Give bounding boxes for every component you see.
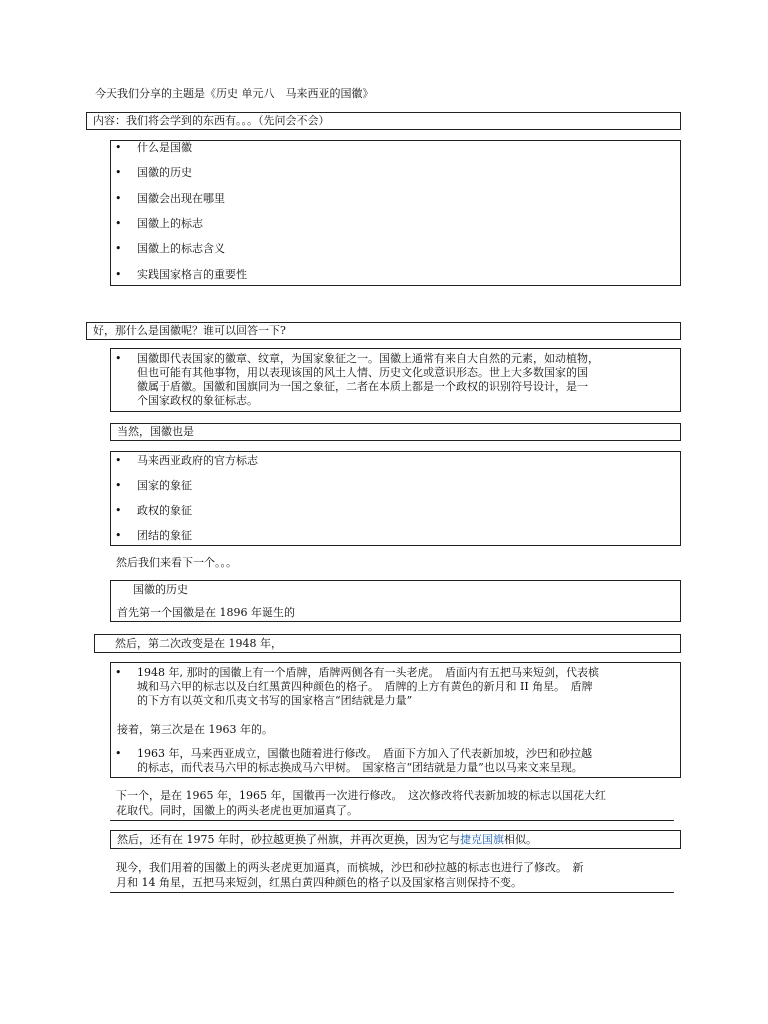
page-title: 今天我们分享的主题是《历史 单元八 马来西亚的国徽》 — [95, 87, 374, 100]
history-heading: 国徽的历史 — [133, 583, 188, 596]
text-line: • 1963 年，马来西亚成立，国徽也随着进行修改。 盾面下方加入了代表新加坡，沙巴和砂拉越 — [137, 747, 592, 760]
text-line: 月和 14 角星，五把马来短剑，红黑白黄四种颜色的格子以及国家格言则保持不变。 — [116, 875, 522, 889]
list-item: • 什么是国徽 — [111, 141, 192, 155]
also-list-box — [110, 451, 681, 546]
question-box — [86, 322, 681, 340]
list-item: • 国徽的历史 — [111, 166, 192, 180]
definition-line: 个国家政权的象征标志。 — [137, 394, 258, 407]
paragraph-now — [116, 861, 584, 890]
text-line: • 1948 年, 那时的国徽上有一个盾牌，盾牌两侧各有一头老虎。 盾面内有五把马来短剑，代表槟 — [137, 666, 599, 679]
list-item-1963 — [111, 747, 680, 775]
contents-list-box — [110, 140, 681, 286]
change-1975-text — [117, 833, 537, 847]
intro-box — [86, 112, 681, 130]
list-item: • 国徽上的标志 — [111, 217, 203, 231]
divider — [110, 820, 674, 821]
question-text: 好，那什么是国徽呢？谁可以回答一下? — [93, 324, 286, 337]
text-line: 现今，我们用着的国徽上的两头老虎更加逼真，而槟城，沙巴和砂拉越的标志也进行了修改。 新 — [116, 861, 584, 874]
definition-list — [111, 352, 680, 408]
czech-flag-link[interactable]: 捷克国旗 — [460, 833, 504, 846]
definition-line: • 国徽即代表国家的徽章、纹章，为国家象征之一。国徽上通常有来自大自然的元素，如动植物， — [137, 352, 599, 365]
change-1975-before: 然后，还有在 1975 年时，砂拉越更换了州旗，并再次更换，因为它与 — [117, 833, 460, 846]
divider — [110, 892, 674, 893]
text-line: 下一个，是在 1965 年，1965 年，国徽再一次进行修改。 这次修改将代表新加坡的标志以国花大红 — [116, 789, 606, 802]
text-line: 花取代。同时，国徽上的两头老虎也更加逼真了。 — [116, 803, 358, 817]
changes-1948-list — [111, 666, 680, 708]
list-item: • 马来西亚政府的官方标志 — [111, 454, 258, 468]
paragraph-1965 — [116, 789, 606, 818]
changes-1963-list — [111, 747, 680, 775]
text-line: 城和马六甲的标志以及白红黑黄四种颜色的格子。 盾牌的上方有黄色的新月和 II 角星。 盾牌 — [137, 680, 593, 693]
next-text: 然后我们来看下一个。。。 — [116, 556, 237, 569]
second-change-text: 然后，第二次改变是在 1948 年， — [115, 637, 282, 650]
list-item: • 实践国家格言的重要性 — [111, 268, 247, 282]
list-item: • 团结的象征 — [111, 529, 192, 543]
list-item: • 国家的象征 — [111, 479, 192, 493]
change-1975-after: 相似。 — [504, 833, 537, 846]
second-change-box — [94, 634, 681, 653]
text-line: 的下方有以英文和爪夷文书写的国家格言“团结就是力量” — [137, 694, 413, 707]
list-item-1948 — [111, 666, 680, 708]
list-item: • 政权的象征 — [111, 504, 192, 518]
also-text: 当然，国徽也是 — [117, 425, 194, 438]
definition-item — [111, 352, 680, 408]
history-first: 首先第一个国徽是在 1896 年诞生的 — [117, 606, 295, 619]
third-change-text: 接着，第三次是在 1963 年的。 — [117, 723, 273, 736]
intro-text: 内容：我们将会学到的东西有。。。（先问会不会） — [93, 114, 330, 127]
changes-box — [110, 662, 681, 778]
list-item: • 国徽上的标志含义 — [111, 242, 225, 256]
change-1975-box — [110, 830, 681, 849]
also-box — [110, 423, 681, 441]
list-item: • 国徽会出现在哪里 — [111, 192, 225, 206]
definition-line: 但也可能有其他事物，用以表现该国的风土人情、历史文化或意识形态。世上大多数国家的国 — [137, 366, 588, 379]
definition-box — [110, 348, 681, 412]
history-box — [110, 580, 681, 622]
definition-line: 徽属于盾徽。国徽和国旗同为一国之象征，二者在本质上都是一个政权的识别符号设计，是一 — [137, 380, 588, 393]
text-line: 的标志，而代表马六甲的标志换成马六甲树。 国家格言“团结就是力量”也以马来文来呈现。 — [137, 761, 583, 774]
